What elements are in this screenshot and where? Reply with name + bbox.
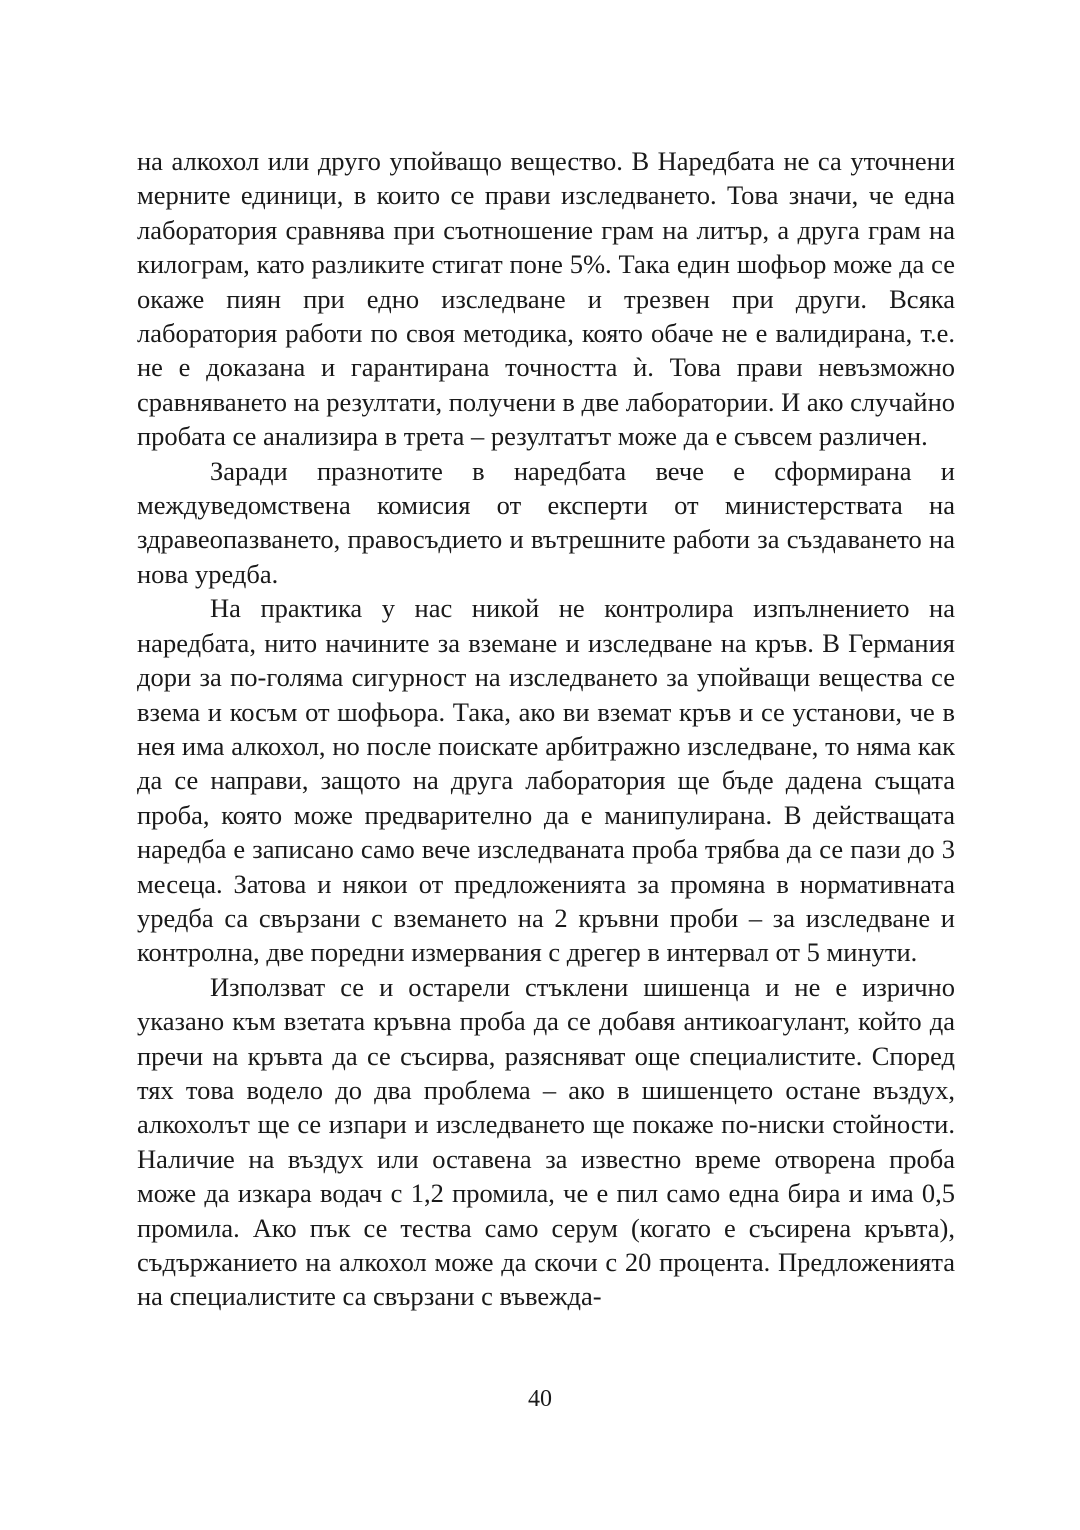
body-text	[137, 144, 955, 1314]
paragraph-1: на алкохол или друго упойващо вещество. В Наредбата не са уточнени мерните единици, в които се прави изследването. Това значи, че една лаборатория сравнява при съотношение грам на литър, а друга грам на килограм, като разликите стигат поне 5%. Така един шофьор може да се окаже пиян при едно изследване и трезвен при други. Всяка лаборатория работи по своя методика, която обаче не е валидирана, т.е. не е доказана и гарантирана точността ѝ. Това прави невъзможно сравняването на резултати, получени в две лаборатории. И ако случайно пробата се анализира в трета – резултатът може да е съвсем различен.	[137, 146, 956, 452]
page-number: 40	[528, 1386, 552, 1412]
paragraph-4: Използват се и остарели стъклени шишенца и не е изрично указано към взетата кръвна проба да се добавя антикоагулант, който да пречи на кръвта да се съсирва, разясняват още специалистите. Според тях това водело до два проблема – ако в шишенцето остане въздух, алкохолът ще се изпари и изследването ще покаже по-ниски стойности. Наличие на въздух или оставена за известно време отворена проба може да изкара водач с 1,2 промила, че е пил само една бира и има 0,5 промила. Ако пък се тества само серум (когато е съсирена кръвта), съдържанието на алкохол може да скочи с 20 процента. Предложенията на специалистите са свързани с въвежда-	[137, 971, 955, 1312]
paragraph-3: На практика у нас никой не контролира изпълнението на наредбата, нито начините за вземане и изследване на кръв. В Германия дори за по-голяма сигурност на изследването за упойващи вещества се взема и косъм от шофьора. Така, ако ви вземат кръв и се установи, че в нея има алкохол, но после поискате арбитражно изследване, то няма как да се направи, защото на друга лаборатория ще бъде дадена същата проба, която може предварително да е манипулирана. В действащата наредба е записано само вече изследваната проба трябва да се пази до 3 месеца. Затова и някои от предложенията за промяна в нормативната уредба са свързани с вземането на 2 кръвни проби – за изследване и контролна, две поредни измервания с дрегер в интервал от 5 минути.	[137, 593, 955, 968]
paragraph-2: Заради празнотите в наредбата вече е сформирана и междуведомствена комисия от експерти от министерствата на здравеопазването, правосъдието и вътрешните работи за създаването на нова уредба.	[137, 455, 955, 589]
